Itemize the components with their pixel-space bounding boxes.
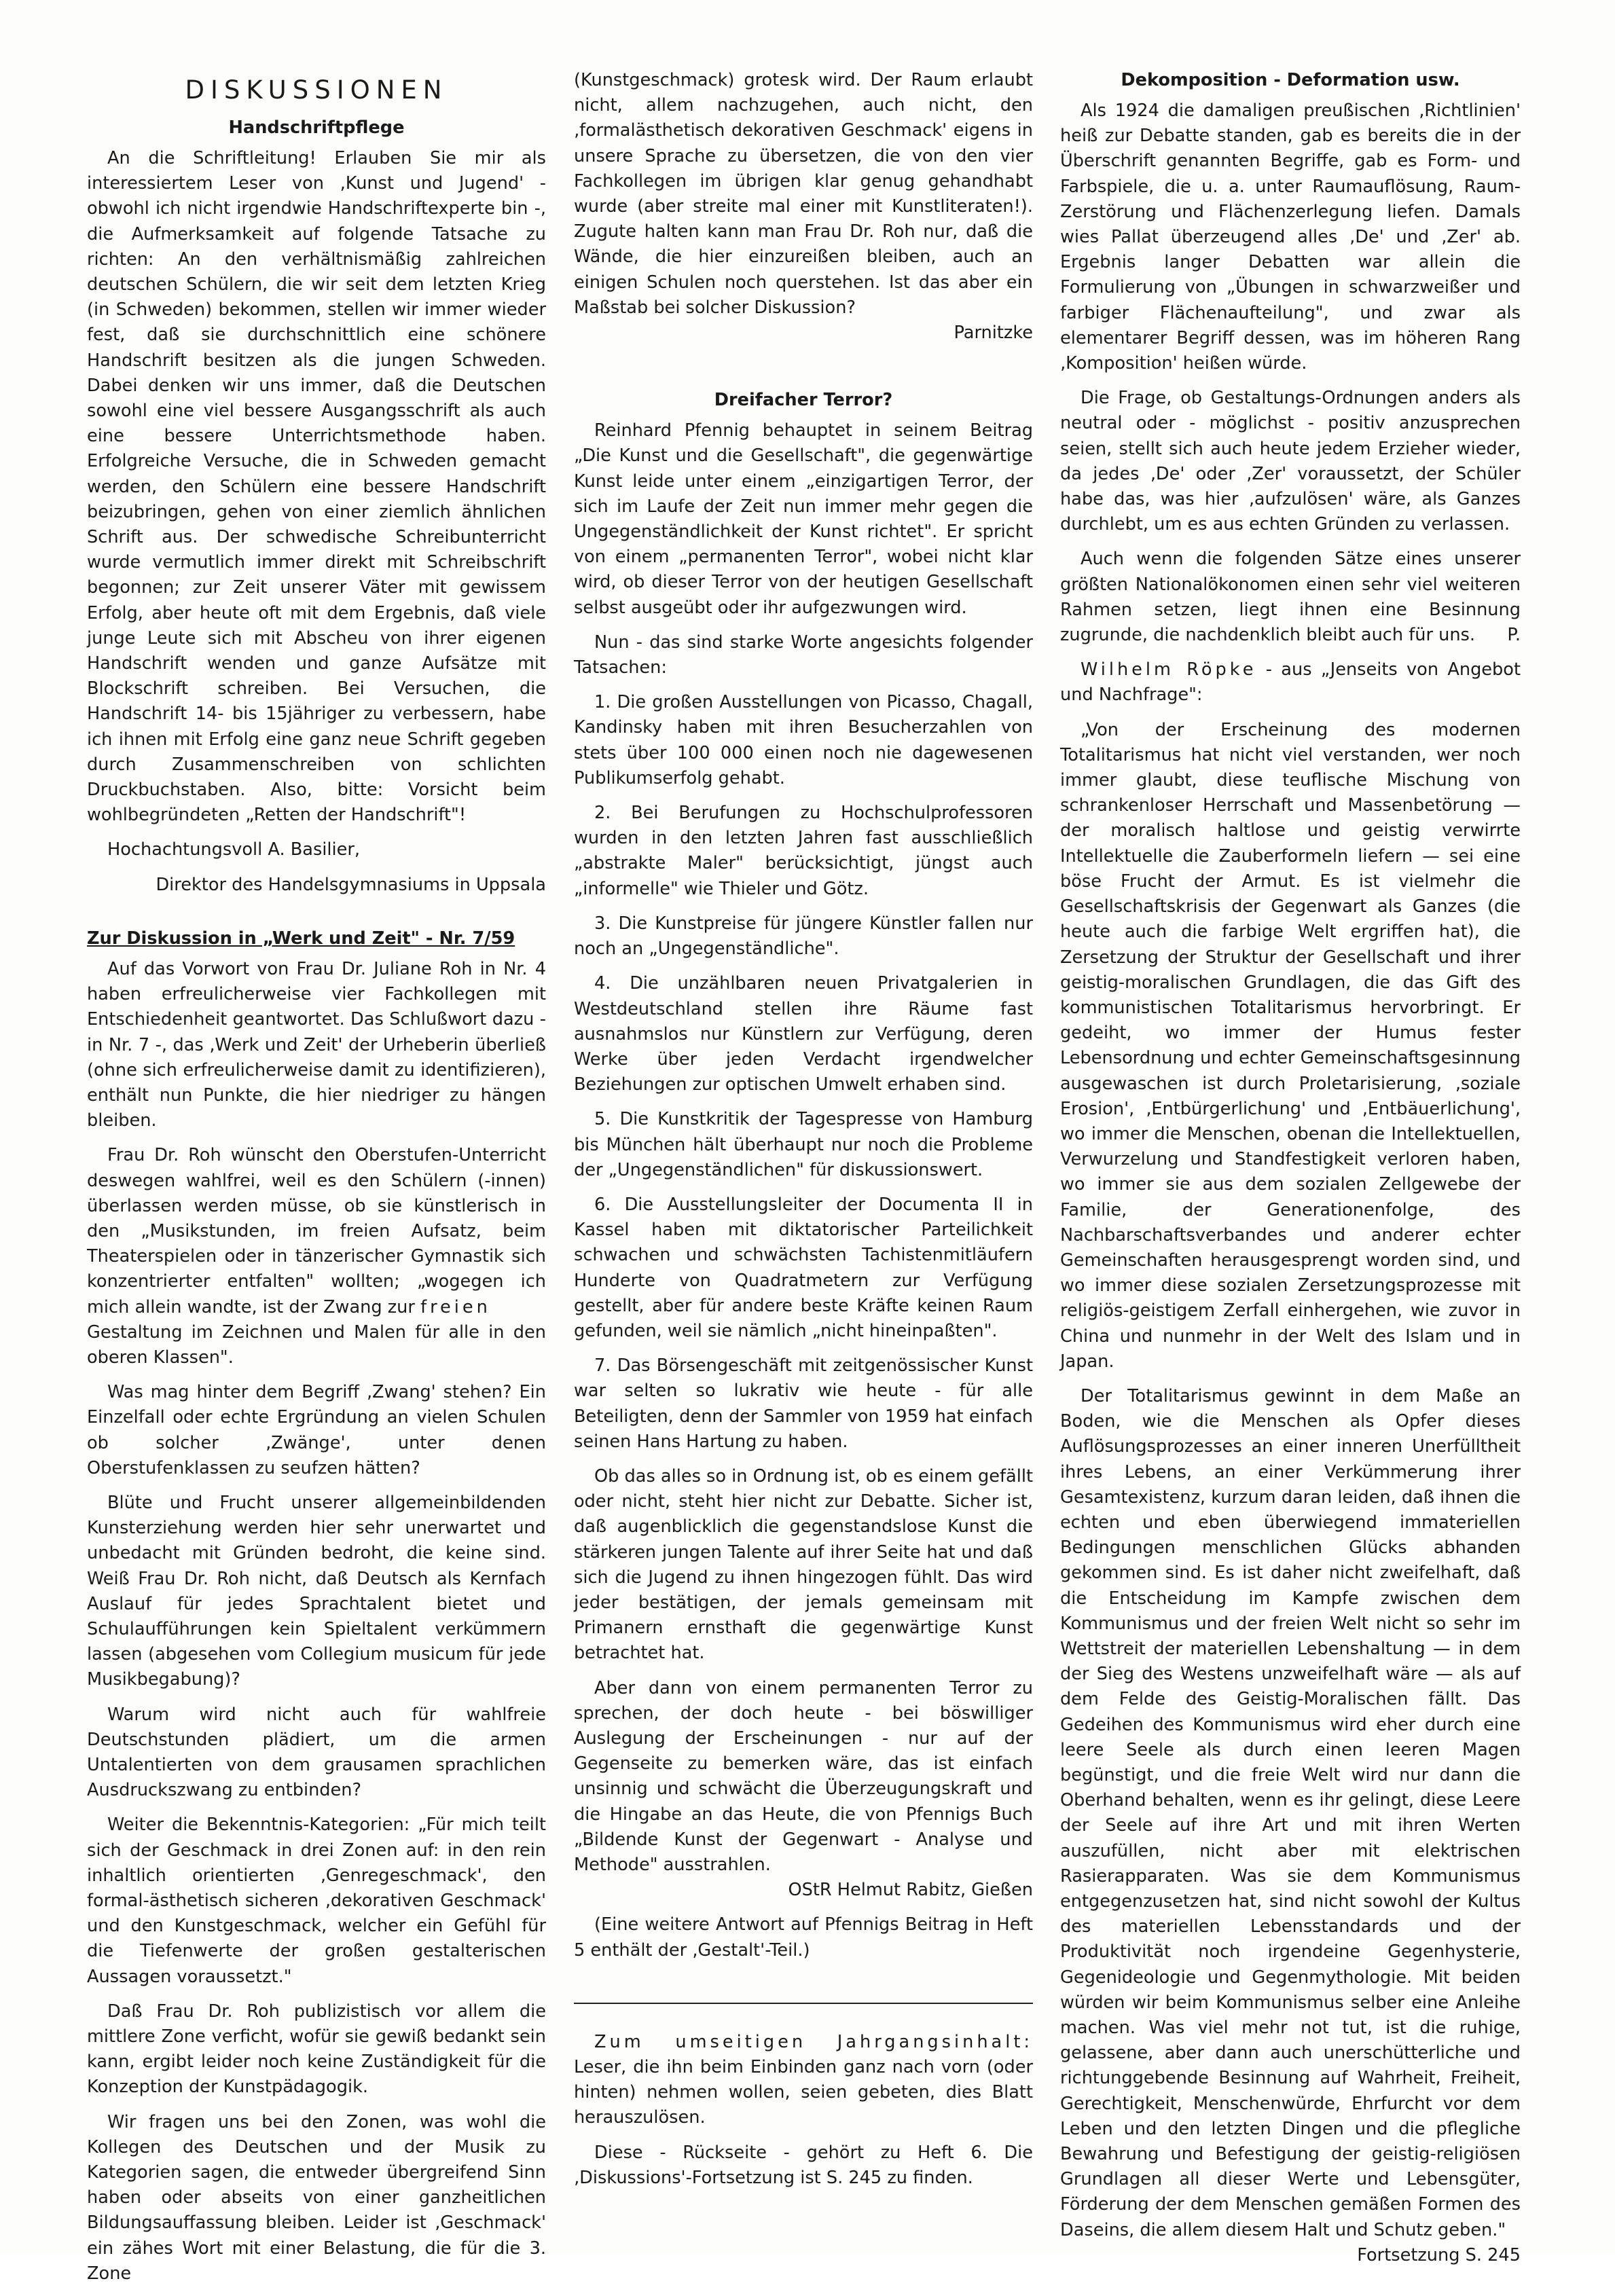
paragraph: Weiter die Bekenntnis-Kategorien: „Für mich teilt sich der Geschmack in drei Zonen auf: in den rein inhaltlich orientierten ‚Genregeschmack', den formal-ästhetisch sicheren ‚dekorativen Geschmack' und den Kunstgeschmack, welcher ein Gefühl für die Tiefenwerte der großen gestalterischen Aussagen voraussetzt." <box>87 1815 546 1987</box>
list-item: 6. Die Ausstellungsleiter der Documenta II in Kassel haben mit diktatorischer Parteilichkeit schwachen und schwächsten Tachistenmitläufern Hunderte von Quadratmetern zur Verfügung gestellt, aber für andere beste Kräfte keinen Raum gefunden, weil sie nämlich „nicht hineinpaßten". <box>574 1194 1033 1341</box>
numbered-list <box>574 690 1033 1455</box>
paragraph-text: Auch wenn die folgenden Sätze eines unserer größten Nationalökonomen einen sehr viel weiteren Rahmen setzen, liegt ihnen eine Besinnung zugrunde, die nachdenklich bleibt auch für uns. <box>1060 549 1521 646</box>
list-item: 4. Die unzählbaren neuen Privatgalerien in Westdeutschland stellen ihre Räume fast ausnahmslos nur Künstlern zur Verfügung, deren Werke über jeden Verdacht irgendwelcher Beziehungen zur optischen Umwelt erhaben sind. <box>574 973 1033 1095</box>
paragraph <box>1060 547 1521 648</box>
article-title-dekomposition: Dekomposition - Deformation usw. <box>1121 70 1460 90</box>
list-item: 1. Die großen Ausstellungen von Picasso, Chagall, Kandinsky haben mit ihren Besucherzahlen von stets über 100 000 einen noch nie dagewesenen Publikumserfolg gehabt. <box>574 692 1033 788</box>
author-initial: P. <box>1507 625 1521 646</box>
notice-paragraph: Diese - Rückseite - gehört zu Heft 6. Die ‚Diskussions'-Fortsetzung ist S. 245 zu finden. <box>574 2142 1033 2188</box>
author-signature: OStR Helmut Rabitz, Gießen <box>788 1880 1033 1901</box>
paragraph-text: Frau Dr. Roh wünscht den Oberstufen-Unterricht deswegen wahlfrei, weil es den Schülern (-innen) überlassen werden müsse, ob sie künstlerisch in den „Musikstunden, im freien Aufsatz, beim Theaterspielen oder in tänzerischer Gymnastik sich konzentrierter entfalten" wollten; „wogegen ich mich allein wandte, ist der Zwang zur <box>87 1145 546 1317</box>
author-signature: Parnitzke <box>954 323 1033 344</box>
paragraph <box>87 1143 546 1319</box>
letter-signature: Direktor des Handelsgymnasiums in Uppsala <box>156 874 546 895</box>
column-middle <box>574 68 1033 2200</box>
notice-text: Leser, die ihn beim Einbinden ganz nach vorn (oder hinten) nehmen wollen, seien gebeten, dies Blatt herauszulösen. <box>574 2057 1033 2128</box>
paragraph: Was mag hinter dem Begriff ‚Zwang' stehen? Ein Einzelfall oder echte Ergründung an vielen Schulen ob solcher ‚Zwänge', unter denen Oberstufenklassen zu seufzen hätten? <box>87 1382 546 1478</box>
paragraph: Die Frage, ob Gestaltungs-Ordnungen anders als neutral oder - möglichst - positiv anzusprechen seien, stellt sich auch heute jedem Erzieher wieder, da jedes ‚De' oder ‚Zer' voraussetzt, der Schüler habe das, was hier ‚aufzulösen' wäre, als Ganzes durchlebt, um es aus echten Gründen zu verlassen. <box>1060 388 1521 535</box>
paragraph: Aber dann von einem permanenten Terror zu sprechen, der doch heute - bei böswilliger Auslegung der Erscheinungen - nur auf der Gegenseite zu bemerken wäre, das ist einfach unsinnig und schwächt die Überzeugungskraft und die Hingabe an das Heute, die von Pfennigs Buch „Bildende Kunst der Gegenwart - Analyse und Methode" ausstrahlen. <box>574 1677 1033 1875</box>
section-title: DISKUSSIONEN <box>185 75 448 105</box>
notice-paragraph <box>574 2030 1033 2131</box>
paragraph: Warum wird nicht auch für wahlfreie Deutschstunden plädiert, um die armen Untalentierten von dem grausamen sprachlichen Ausdruckszwang zu entbinden? <box>87 1704 546 1801</box>
quote-intro <box>1060 657 1521 708</box>
paragraph: Blüte und Frucht unserer allgemeinbildenden Kunsterziehung werden hier sehr unerwartet und unbedacht mit Gründen bedroht, die keine sind. Weiß Frau Dr. Roh nicht, daß Deutsch als Kernfach Auslauf für jedes Sprachtalent bietet und Schulaufführungen kein Spieltalent verkümmern lassen (abgesehen vom Collegium musicum für jede Musikbegabung)? <box>87 1492 546 1690</box>
quote-author: Wilhelm Röpke <box>1081 659 1257 680</box>
quote-source: - aus „Jenseits von Angebot und Nachfrage": <box>1060 659 1521 706</box>
editorial-note: (Eine weitere Antwort auf Pfennigs Beitrag in Heft 5 enthält der ‚Gestalt'-Teil.) <box>574 1914 1033 1961</box>
column-right <box>1060 68 1521 2278</box>
article-body: An die Schriftleitung! Erlauben Sie mir als interessiertem Leser von ‚Kunst und Jugend' - obwohl ich nicht irgendwie Handschriftexperte bin -, die Aufmerksamkeit auf folgende Tatsache zu richten: An den verhältnismäßig zahlreichen deutschen Schülern, die wir seit dem letzten Krieg (in Schweden) bekommen, stellen wir immer wieder fest, daß sie durchschnittlich eine schönere Handschrift besitzen als die jungen Schweden. Dabei denken wir uns immer, daß die Deutschen sowohl eine viel bessere Ausgangsschrift als auch eine bessere Unterrichtsmethode haben. Erfolgreiche Versuche, die in Schweden gemacht werden, den Schülern eine bessere Handschrift beizubringen, gehen von einer ziemlich ähnlichen Schrift aus. Der schwedische Schreibunterricht wurde vermutlich immer direkt mit Schreibschrift begonnen; zur Zeit unserer Väter mit gewissem Erfolg, aber heute oft mit dem Ergebnis, daß viele junge Leute sich mit Abscheu von ihrer eigenen Handschrift wenden und ganze Aufsätze mit Blockschrift schreiben. Bei Versuchen, die Handschrift 14- bis 15jähriger zu verbessern, habe ich ihnen mit Erfolg eine ganz neue Schrift gegeben durch Zusammenschreiben von schlichten Druckbuchstaben. Also, bitte: Vorsicht beim wohlbegründeten „Retten der Handschrift"! <box>87 148 546 826</box>
paragraph: Auf das Vorwort von Frau Dr. Juliane Roh in Nr. 4 haben erfreulicherweise vier Fachkollegen mit Entschiedenheit geantwortet. Das Schlußwort dazu - in Nr. 7 -, das ‚Werk und Zeit' der Urheberin überließ (ohne sich erfreulicherweise damit zu identifizieren), enthält nun Punkte, die hier niedriger zu hängen bleiben. <box>87 958 546 1131</box>
list-item: 2. Bei Berufungen zu Hochschulprofessoren wurden in den letzten Jahren fast ausschließlich „abstrakte Maler" berücksichtigt, jüngst auch „informelle" wie Thieler und Götz. <box>574 803 1033 899</box>
article-title-handschriftpflege: Handschriftpflege <box>228 117 405 138</box>
spaced-word: freien <box>420 1296 491 1317</box>
list-item: 5. Die Kunstkritik der Tagespresse von Hamburg bis München hält überhaupt nur noch die Probleme der „Ungegenständlichen" für diskussionswert. <box>574 1109 1033 1180</box>
paragraph: Daß Frau Dr. Roh publizistisch vor allem die mittlere Zone verficht, wofür sie gewiß bedankt sein kann, ergibt leider noch keine Zuständigkeit für die Konzeption der Kunstpädagogik. <box>87 2001 546 2098</box>
notice-label: Zum umseitigen Jahrgangsinhalt: <box>594 2031 1033 2052</box>
paragraph: Wir fragen uns bei den Zonen, was wohl die Kollegen des Deutschen und der Musik zu Kategorien sagen, die entweder übergreifend Sinn haben oder abseits von einer ganzheitlichen Bildungsauffassung bleiben. Leider ist ‚Geschmack' ein zähes Wort mit einer Belastung, die für die 3. Zone <box>87 2111 546 2284</box>
continuation-note: Fortsetzung S. 245 <box>1357 2244 1521 2265</box>
list-item: 7. Das Börsengeschäft mit zeitgenössischer Kunst war selten so lukrativ wie heute - für alle Beteiligten, denn der Sammler von 1959 hat einfach seinen Hans Hartung zu haben. <box>574 1355 1033 1452</box>
article-title-dreifacher-terror: Dreifacher Terror? <box>714 390 893 411</box>
letter-closing: Hochachtungsvoll A. Basilier, <box>107 839 361 860</box>
paragraph: Ob das alles so in Ordnung ist, ob es einem gefällt oder nicht, steht hier nicht zur Debatte. Sicher ist, daß augenblicklich die gegenstandslose Kunst die stärkeren jungen Talente auf ihrer Seite hat und daß sich die Jugend zu ihnen hingezogen fühlt. Das wird jeder bestätigen, der jemals gemeinsam mit Primanern ernsthaft die gegenwärtige Kunst betrachtet hat. <box>574 1465 1033 1664</box>
continued-paragraph: (Kunstgeschmack) grotesk wird. Der Raum erlaubt nicht, allem nachzugehen, auch nicht, den ‚formalästhetisch dekorativen Geschmack' eigens in unsere Sprache zu übersetzen, die von den vier Fachkollegen im übrigen klar genug gehandhabt wurde (aber streite mal einer mit Kunstliteraten!). Zugute halten kann man Frau Dr. Roh nur, daß die Wände, die hier einzureißen bleiben, auch an einigen Schulen noch querstehen. Ist das aber ein Maßstab bei solcher Diskussion? <box>574 70 1033 318</box>
paragraph: Gestaltung im Zeichnen und Malen für alle in den oberen Klassen". <box>87 1322 546 1368</box>
quote-paragraph: Der Totalitarismus gewinnt in dem Maße an Boden, wie die Menschen als Opfer dieses Auflösungsprozesses an einer inneren Unerfülltheit ihres Lebens, an einer Verkümmerung ihrer Gesamtexistenz, kurzum daran leiden, daß ihnen die echten und eben überwiegend immateriellen Bedingungen menschlichen Glücks abhanden gekommen sind. Es ist daher nicht zweifelhaft, daß die Entscheidung im Kampfe zwischen dem Kommunismus und der freien Welt nicht so sehr im Wettstreit der materiellen Lebenshaltung — in dem der Sieg des Westens unzweifelhaft wäre — als auf dem Felde des Geistig-Moralischen fällt. Das Gedeihen des Kommunismus wird eher durch eine leere Seele als durch einen leeren Magen begünstigt, und die freie Welt wird nur dann die Oberhand behalten, wenn es ihr gelingt, diese Leere der Seele auf ihre Art und mit ihren Werten auszufüllen, nicht aber mit elektrischen Rasierapparaten. Was sie dem Kommunismus entgegenzusetzen hat, sind nicht sowohl der Kultus des materiellen Lebensstandards und der Produktivität noch irgendeine Gegenhysterie, Gegenideologie und Gegenmythologie. Mit beiden würden wir beim Kommunismus selber eine Anleihe machen. Was viel mehr not tut, ist die ruhige, gelassene, aber dann auch unerschütterliche und richtunggebende Besinnung auf Wahrheit, Freiheit, Gerechtigkeit, Menschenwürde, Ehrfurcht vor dem Leben und den letzten Dingen und die pflegliche Bewahrung und Befestigung der geistig-religiösen Grundlagen all dieser Werte und Lebensgüter, Förderung der dem Menschen gemäßen Formen des Daseins, die allem diesem Halt und Schutz geben." <box>1060 1385 1521 2240</box>
list-item: 3. Die Kunstpreise für jüngere Künstler fallen nur noch an „Ungegenständliche". <box>574 913 1033 960</box>
article-title-werk-und-zeit: Zur Diskussion in „Werk und Zeit" - Nr. 7/59 <box>87 928 515 949</box>
paragraph: Reinhard Pfennig behauptet in seinem Beitrag „Die Kunst und die Gesellschaft", die gegenwärtige Kunst leide unter einem „einzigartigen Terror, der sich im Laufe der Zeit nun immer mehr gegen die Ungegenständlichkeit der Kunst richtet". Er spricht von einem „permanenten Terror", wobei nicht klar wird, ob dieser Terror von der heutigen Gesellschaft selbst ausgeübt oder ihr aufgezwungen wird. <box>574 420 1033 618</box>
quote-paragraph: „Von der Erscheinung des modernen Totalitarismus hat nicht viel verstanden, wer noch immer glaubt, diese teuflische Mischung von schrankenloser Herrschaft und Massenbetörung — der moralisch haltlose und geistig verwirrte Intellektuelle die Zauberformeln liefern — sei eine böse Frucht der Armut. Es ist vielmehr die Gesellschaftskrisis der Gegenwart als Ganzes (die heute auch die farbige Welt ergriffen hat), die Zersetzung der Struktur der Gesellschaft und ihrer geistig-moralischen Grundlagen, die das Gift des kommunistischen Totalitarismus hervorbringt. Er gedeiht, wo immer der Humus fester Lebensordnung und echter Gemeinschaftsgesinnung ausgewaschen ist durch Proletarisierung, ‚soziale Erosion', ‚Entbürgerlichung' und ‚Entbäuerlichung', wo immer die Menschen, obenan die Intellektuellen, Verwurzelung und Standfestigkeit verloren haben, wo immer sie aus dem sozialen Zellgewebe der Familie, der Generationenfolge, des Nachbarschaftsverbandes und anderer echter Gemeinschaften herausgesprengt worden sind, und wo immer diese sozialen Zersetzungsprozesse mit religiös-geistigem Zerfall einhergehen, wie zuvor in China und nunmehr in der Welt des Islam und in Japan. <box>1060 719 1521 1372</box>
paragraph: Nun - das sind starke Worte angesichts folgender Tatsachen: <box>574 632 1033 678</box>
paragraph: Als 1924 die damaligen preußischen ‚Richtlinien' heiß zur Debatte standen, gab es bereits die in der Überschrift genannten Begriffe, gab es Form- und Farbspiele, die u. a. unter Raumauflösung, Raum-Zerstörung und Flächenzerlegung liefen. Damals wies Pallat überzeugend alles ‚De' und ‚Zer' ab. Ergebnis langer Debatten war allein die Formulierung von „Übungen in schwarzweißer und farbiger Flächenaufteilung", und zwar als elementarer Begriff dessen, was im höheren Rang ‚Komposition' heißen würde. <box>1060 101 1521 374</box>
column-left <box>87 68 546 2296</box>
divider-line <box>574 2003 1033 2004</box>
